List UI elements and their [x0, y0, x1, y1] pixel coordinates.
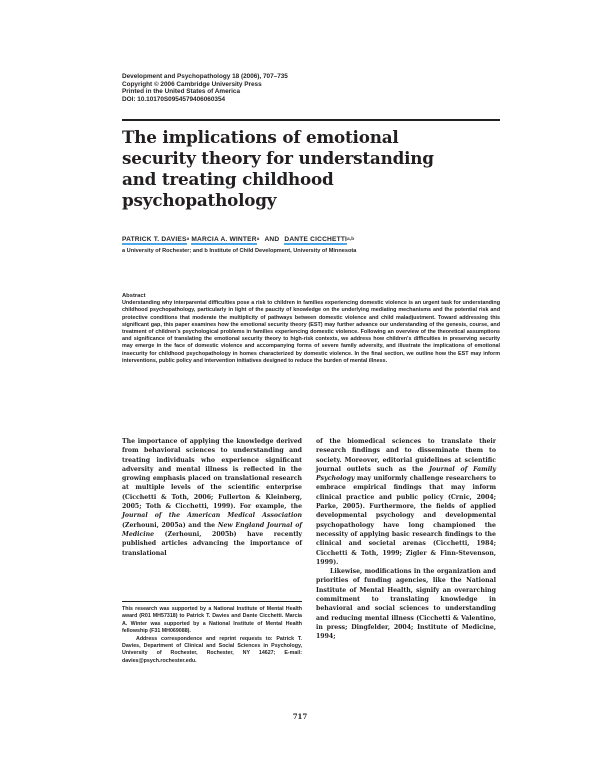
author-name: PATRICK T. DAVIES — [122, 236, 187, 243]
body-paragraph — [122, 437, 302, 558]
body-paragraph — [316, 437, 496, 567]
journal-name-italic: Journal of Family Psychology — [316, 465, 496, 483]
author-affiliation-marker: a,b — [347, 236, 355, 241]
abstract-heading: Abstract — [122, 293, 146, 299]
body-text: may uniformly challenge researchers to embrace empirical findings that may inform clinical practice and public policy (Crnic, 2004; Parke, 2005). Furthermore, the fields of applied developmental psychology and developmental psychopathology have long championed the necessity of applying basic research findings to the clinical and societal arenas (Cicchetti, 1984; Cicchetti & Toth, 1999; Zigler & Finn-Stevenson, 1999). — [316, 475, 496, 566]
author-link-davies[interactable] — [122, 236, 187, 245]
body-text: (Zerhouni, 2005a) and the — [122, 521, 218, 529]
abstract — [122, 293, 500, 365]
affiliation: a University of Rochester; and b Institute of Child Development, University of Minnesota — [122, 248, 357, 254]
author-link-winter[interactable] — [191, 236, 256, 245]
header-divider — [122, 119, 500, 121]
journal-name-italic: New England Journal of Medicine — [122, 521, 303, 538]
author-affiliation-marker: a — [186, 236, 190, 241]
body-text: (Zerhouni, 2005b) have recently published articles advancing the importance of translational — [122, 530, 302, 557]
author-link-cicchetti[interactable] — [284, 236, 347, 245]
paper-title: The implications of emotional security theory for understanding and treating childhood psychopathology — [122, 127, 434, 210]
body-right-column — [316, 437, 496, 642]
correspondence-note: Address correspondence and reprint requests to: Patrick T. Davies, Department of Clinical and Social Sciences in Psychology, University of Rochester, Rochester, NY 14627; E-mail: davies@psych.rochester.edu. — [122, 635, 302, 664]
body-paragraph: Likewise, modifications in the organization and priorities of funding agencies, like the National Institute of Mental Health, signify an overarching commitment to translating knowledge in behavioral and social sciences to understanding and reducing mental illness (Cicchetti & Valentino, in press; Dingfelder, 2004; Institute of Medicine, 1994; — [316, 568, 496, 641]
copyright-line: Copyright © 2006 Cambridge University Press — [122, 80, 262, 88]
author-name: DANTE CICCHETTI — [284, 236, 348, 243]
body-text: of the biomedical sciences to translate their research findings and to disseminate them to society. Moreover, editorial guidelines at scientific journal outlets such as the — [316, 438, 496, 473]
footnote-divider — [122, 601, 302, 602]
page-number: 717 — [292, 712, 308, 721]
body-left-column — [122, 437, 302, 558]
journal-info — [122, 73, 382, 103]
journal-name-italic: Journal of the American Medical Association — [122, 512, 302, 520]
body-text: The importance of applying the knowledge derived from behavioral sciences to understanding and treating individuals who experience significant adversity and mental illness is reflected in the growing emphasis placed on translational research at multiple levels of the scientific enterprise (Cicchetti & Toth, 2006; Fullerton & Kleinberg, 2005; Toth & Cicchetti, 1999). For example, the — [122, 438, 302, 511]
journal-citation: Development and Psychopathology 18 (2006), 707–735 — [122, 73, 288, 80]
authors-conjunction: AND — [264, 236, 280, 243]
author-name: MARCIA A. WINTER — [191, 236, 257, 243]
doi-line: DOI: 10.10170S0954579406060354 — [122, 95, 226, 103]
printed-line: Printed in the United States of America — [122, 88, 241, 96]
funding-note: This research was supported by a National Institute of Mental Health award (R01 MH57318) to Patrick T. Davies and Dante Cicchetti. Marcia A. Winter was supported by a National Institute of Mental Health fellowship (F31 MH069088). — [122, 606, 302, 635]
author-list — [122, 236, 502, 244]
footnotes — [122, 606, 302, 665]
abstract-text: Understanding why interparental difficulties pose a risk to children in families experiencing domestic violence is an urgent task for understanding childhood psychopathology, particularly in light of the paucity of knowledge on the underlying mediating mechanisms and the potential risk and protective conditions that moderate the multiplicity of pathways between domestic violence and child maladjustment. Toward addressing this significant gap, this paper examines how the emotional security theory (EST) may further advance our understanding of the genesis, course, and treatment of children's psychological problems in families experiencing domestic violence. Following an overview of the theoretical assumptions and significance of translating the emotional security theory to high-risk contexts, we address how children's difficulties in preserving security may emerge in the face of domestic violence and accompanying forms of severe family adversity, and illustrate the implications of emotional insecurity for childhood psychopathology in homes characterized by domestic violence. In the final section, we outline how the EST may inform interventions, public policy and intervention initiatives designed to reduce the burden of mental illness. — [122, 300, 500, 364]
author-affiliation-marker: a — [256, 236, 260, 241]
